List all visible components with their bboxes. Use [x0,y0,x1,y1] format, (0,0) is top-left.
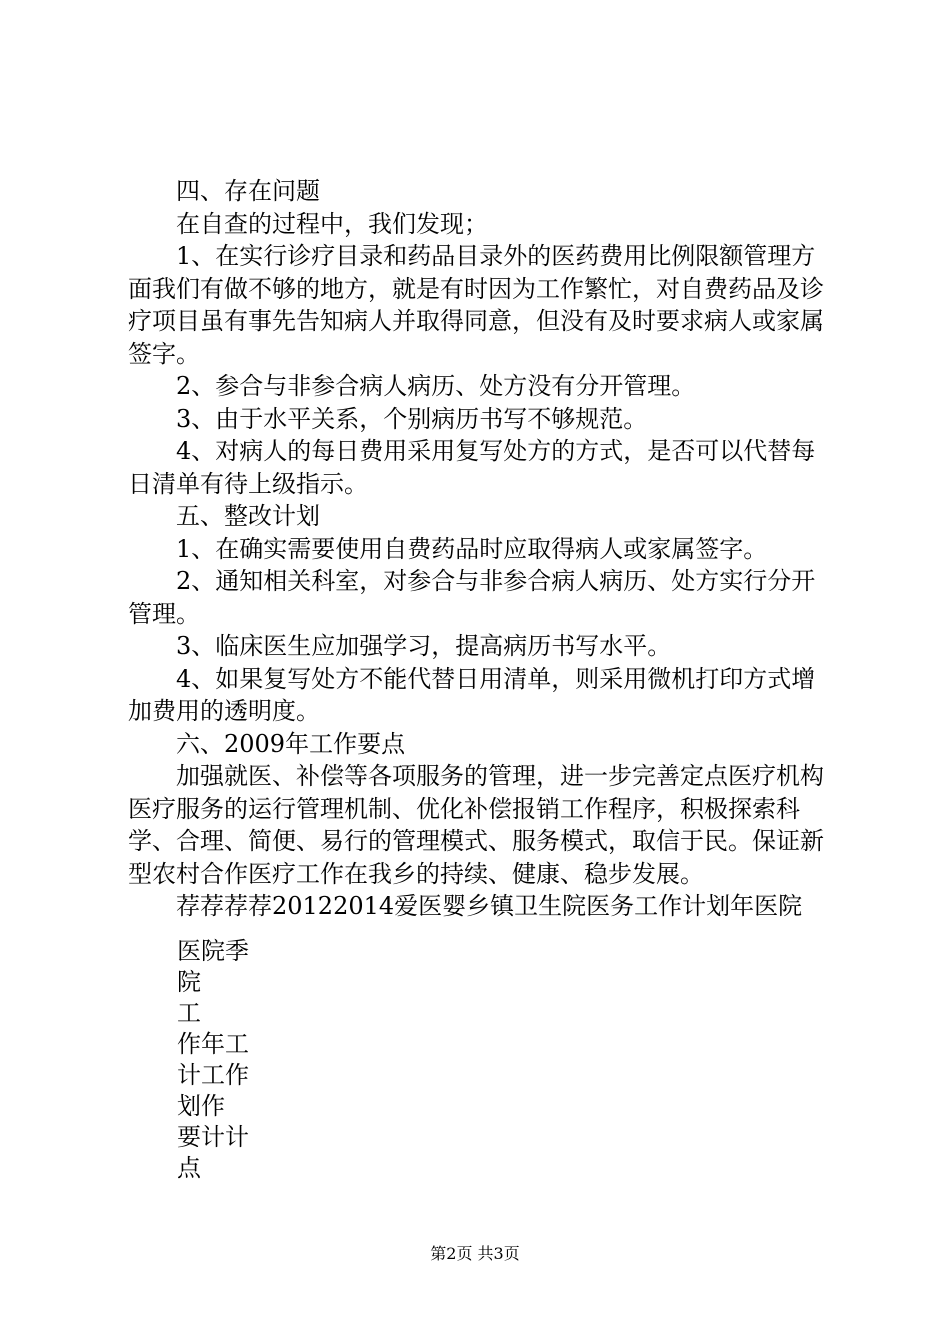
paragraph: 1、在实行诊疗目录和药品目录外的医药费用比例限额管理方面我们有做不够的地方，就是有时因为工作繁忙，对自费药品及诊疗项目虽有事先告知病人并取得同意，但没有及时要求病人或家属签字。 [128,242,824,368]
paragraph: 3、由于水平关系，个别病历书写不够规范。 [176,404,648,433]
stacked-keywords [177,936,249,1184]
section-heading-plan: 五、整改计划 [176,502,320,530]
page-footer: 第2页 共3页 [430,1244,520,1263]
paragraph: 在自查的过程中，我们发现； [176,209,488,238]
stacked-line: 工 [177,999,201,1027]
paragraph: 2、参合与非参合病人病历、处方没有分开管理。 [176,372,696,400]
stacked-line: 计工作 [177,1061,249,1089]
paragraph: 4、如果复写处方不能代替日用清单，则采用微机打印方式增加费用的透明度。 [128,664,816,725]
paragraph: 3、临床医生应加强学习，提高病历书写水平。 [176,632,672,660]
paragraph: 2、通知相关科室，对参合与非参合病人病历、处方实行分开管理。 [128,567,816,628]
paragraph: 1、在确实需要使用自费药品时应取得病人或家属签字。 [176,534,768,563]
stacked-line: 医院季 [177,937,249,965]
paragraph: 4、对病人的每日费用采用复写处方的方式，是否可以代替每日清单有待上级指示。 [128,437,816,498]
section-heading-2009: 六、2009年工作要点 [176,729,406,758]
stacked-line: 要计计 [177,1123,249,1151]
stacked-line: 点 [177,1154,201,1182]
paragraph: 加强就医、补偿等各项服务的管理，进一步完善定点医疗机构医疗服务的运行管理机制、优化补偿报销工作程序，积极探索科学、合理、简便、易行的管理模式、服务模式，取信于民。保证新型农村合作医疗工作在我乡的持续、健康、稳步发展。 [128,762,824,888]
stacked-line: 作年工 [177,1030,249,1058]
recommendation-line: 荐荐荐荐20122014爱医婴乡镇卫生院医务工作计划年医院 [176,892,803,920]
document-body [128,175,838,923]
stacked-line: 院 [177,968,201,996]
stacked-line: 划作 [177,1092,225,1120]
section-heading-problems: 四、存在问题 [176,177,320,205]
